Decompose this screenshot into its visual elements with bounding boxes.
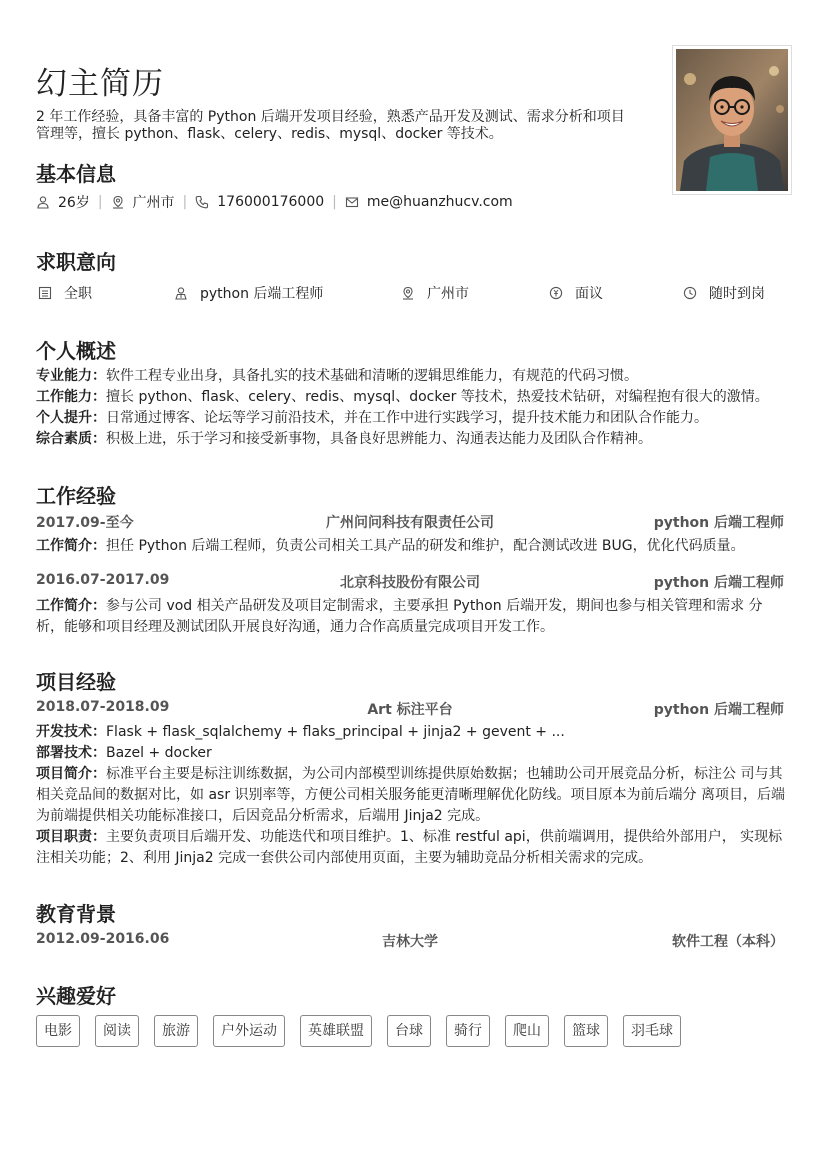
profile-item-label: 工作能力：	[36, 389, 106, 405]
job-period: 2017.09-至今	[36, 515, 134, 531]
profile-item	[36, 387, 786, 408]
project-duty-text: 主要负责项目后端开发、功能迭代和项目维护。1、标准 restful api，供前端调用，提供给外部用户， 实现标注相关功能；2、利用 Jinja2 完成一套供公司内部使用页面，主要为辅助竞品分析相关需求的完成。	[36, 829, 783, 866]
project-intro-label: 项目简介：	[36, 766, 106, 782]
project-role: python 后端工程师	[653, 702, 784, 718]
project-duty	[36, 827, 786, 869]
section-title-work: 工作经验	[36, 484, 116, 508]
project-details	[36, 722, 786, 869]
job-role: python 后端工程师	[653, 515, 784, 531]
avatar-photo-illustration	[676, 49, 788, 191]
basic-email-text[interactable]: me@huanzhucv.com	[366, 194, 513, 210]
intent-position	[174, 283, 323, 303]
project-deploy-text: Bazel + docker	[106, 745, 212, 761]
profile-item-text: 软件工程专业出身，具备扎实的技术基础和清晰的逻辑思维能力，有规范的代码习惯。	[106, 368, 638, 384]
project-period: 2018.07-2018.09	[36, 699, 170, 715]
basic-phone-text: 176000176000	[217, 194, 325, 210]
separator: |	[332, 194, 337, 210]
person-icon	[36, 195, 50, 209]
profile-photo	[672, 45, 792, 195]
education-major: 软件工程（本科）	[672, 934, 784, 950]
section-title-hobbies: 兴趣爱好	[36, 984, 116, 1008]
intent-city-text: 广州市	[427, 286, 469, 302]
profile-item-text: 积极上进，乐于学习和接受新事物，具备良好思辨能力、沟通表达能力及团队合作精神。	[106, 431, 652, 447]
project-meta	[36, 699, 784, 719]
basic-city-text: 广州市	[132, 195, 175, 211]
hobby-tag: 阅读	[95, 1015, 139, 1047]
clock-icon	[683, 286, 697, 300]
hobby-tag: 羽毛球	[623, 1015, 681, 1047]
location-pin-icon	[401, 286, 415, 300]
user-badge-icon	[174, 286, 188, 300]
education-period: 2012.09-2016.06	[36, 931, 170, 947]
section-title-education: 教育背景	[36, 902, 116, 926]
job-company: 北京科技股份有限公司	[340, 575, 480, 591]
work-job-meta	[36, 572, 784, 592]
job-description	[36, 596, 786, 638]
hobby-tag: 爬山	[505, 1015, 549, 1047]
project-tech-label: 开发技术：	[36, 724, 106, 740]
hobby-tag: 篮球	[564, 1015, 608, 1047]
profile-item	[36, 366, 786, 387]
intent-availability	[683, 283, 765, 303]
separator: |	[97, 194, 103, 210]
project-tech	[36, 722, 786, 743]
intent-type	[38, 283, 92, 303]
project-duty-label: 项目职责：	[36, 829, 106, 845]
header-summary: 2 年工作经验，具备丰富的 Python 后端开发项目经验，熟悉产品开发及测试、需求分析和项目管理等，擅长 python、flask、celery、redis、mysql、docker 等技术。	[36, 109, 625, 142]
intent-position-text: python 后端工程师	[200, 286, 324, 302]
job-desc-label: 工作简介：	[36, 538, 106, 554]
basic-phone	[195, 194, 324, 210]
hobby-tag: 电影	[36, 1015, 80, 1047]
resume-title: 幻主简历	[36, 66, 164, 102]
location-pin-icon	[111, 195, 125, 209]
job-desc-text: 担任 Python 后端工程师，负责公司相关工具产品的研发和维护，配合测试改进 BUG，优化代码质量。	[106, 538, 745, 554]
hobby-tag: 旅游	[154, 1015, 198, 1047]
job-desc-text: 参与公司 vod 相关产品研发及项目定制需求，主要承担 Python 后端开发，期间也参与相关管理和需求 分析，能够和项目经理及测试团队开展良好沟通，通力合作高质量完成项目开发工作。	[36, 598, 763, 635]
basic-email[interactable]	[345, 194, 513, 210]
section-title-intent: 求职意向	[36, 250, 116, 274]
hobby-tag: 英雄联盟	[300, 1015, 372, 1047]
intent-availability-text: 随时到岗	[709, 286, 765, 302]
education-meta	[36, 931, 784, 951]
basic-city	[111, 192, 175, 212]
profile-item-label: 专业能力：	[36, 368, 106, 384]
project-deploy	[36, 743, 786, 764]
hobby-tag: 台球	[387, 1015, 431, 1047]
profile-item-label: 综合素质：	[36, 431, 106, 447]
basic-age	[36, 192, 90, 212]
job-role: python 后端工程师	[653, 575, 784, 591]
job-description	[36, 536, 786, 557]
work-job-meta	[36, 512, 784, 532]
document-list-icon	[38, 286, 52, 300]
job-company: 广州问问科技有限责任公司	[326, 515, 494, 531]
intent-salary-text: 面议	[575, 286, 603, 302]
project-name: Art 标注平台	[367, 702, 453, 718]
education-school: 吉林大学	[382, 934, 438, 950]
phone-icon	[195, 195, 209, 209]
separator: |	[182, 194, 188, 210]
section-title-projects: 项目经验	[36, 670, 116, 694]
intent-salary	[549, 283, 603, 303]
yen-coin-icon	[549, 286, 563, 300]
section-title-profile: 个人概述	[36, 339, 116, 363]
hobby-tags	[36, 1015, 696, 1047]
profile-list	[36, 366, 786, 450]
profile-item	[36, 429, 786, 450]
section-title-basic: 基本信息	[36, 162, 116, 186]
hobby-tag: 骑行	[446, 1015, 490, 1047]
job-desc-label: 工作简介：	[36, 598, 106, 614]
hobby-tag: 户外运动	[213, 1015, 285, 1047]
project-tech-text: Flask + flask_sqlalchemy + flaks_principal + jinja2 + gevent + ...	[106, 724, 565, 740]
basic-age-text: 26岁	[58, 195, 90, 211]
profile-item-label: 个人提升：	[36, 410, 106, 426]
basic-info-row	[36, 192, 513, 212]
job-period: 2016.07-2017.09	[36, 572, 170, 588]
project-intro-text: 标准平台主要是标注训练数据，为公司内部模型训练提供原始数据；也辅助公司开展竞品分析，标注公 司与其相关竞品间的数据对比，如 asr 识别率等，方便公司相关服务能更清晰理解优化防线。项目原本为前后端分 离项目，后端为前端提供相关功能标准接口，后因竞品分析需求，后端用 Jinja2 完成。	[36, 766, 785, 824]
intent-city	[401, 283, 469, 303]
intent-type-text: 全职	[64, 286, 92, 302]
profile-item-text: 日常通过博客、论坛等学习前沿技术，并在工作中进行实践学习，提升技术能力和团队合作能力。	[106, 410, 708, 426]
profile-item	[36, 408, 786, 429]
project-deploy-label: 部署技术：	[36, 745, 106, 761]
mail-icon	[345, 195, 359, 209]
profile-item-text: 擅长 python、flask、celery、redis、mysql、docker 等技术，热爱技术钻研，对编程抱有很大的激情。	[106, 389, 769, 405]
project-intro	[36, 764, 786, 827]
